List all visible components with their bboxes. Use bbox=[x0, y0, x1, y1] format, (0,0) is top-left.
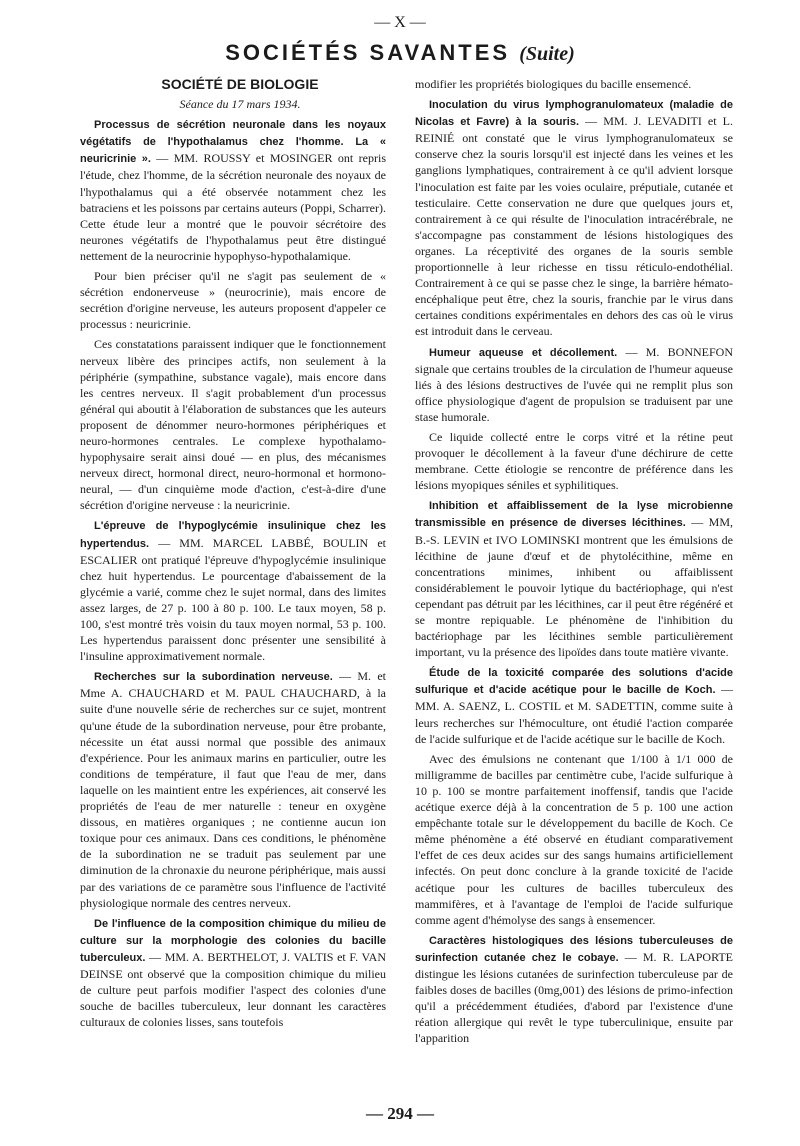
left-column bbox=[80, 76, 386, 1034]
article-body: — MM, B.-S. LEVIN et IVO LOMINSKI montrent que les émulsions de lécithine de jaune d'œuf et de phytolécithine, même en concentrations minimes, inhibent ou affaiblissent considérablement le pouvoir lytique du bactériophage, qui n'est cependant pas détruit par les lécithines, car il peut être régénéré et se montre repiquable. Le phénomène de l'inhibition du bactériophage par les lécithines semble particulièrement important, vu la présence des lipoïdes dans toute matière vivante. bbox=[415, 515, 734, 660]
article-paragraph bbox=[415, 497, 733, 660]
section-banner bbox=[0, 40, 800, 66]
article-paragraph bbox=[415, 932, 733, 1047]
article-paragraph bbox=[415, 664, 733, 746]
article-body: — MM. ROUSSY et MOSINGER ont repris l'étude, chez l'homme, de la sécrétion neuronale des noyaux de l'hypothalamus qui a été observée notamment chez les batraciens et les poissons par certains auteurs (Poppi, Scharrer). Cette étude leur a montré que le pouvoir sécrétoire des neurones végétatifs de l'hypothalamus peut être distingué nettement de la neurocrinie hypophyso-hypothalamique. bbox=[80, 151, 386, 263]
article-body: — M. et Mme A. CHAUCHARD et M. PAUL CHAUCHARD, à la suite d'une nouvelle série de recherches sur ce sujet, montrent qu'une étude de la subordination nerveuse, pour être probante, nécessite un état aussi normal que possible des animaux d'expérience. Pour les animaux marins en particulier, outre les conditions de température, il faut que l'eau de mer, dans laquelle on les maintient entre les expériences, ait conservé les propriétés de l'eau de mer naturelle : teneur en oxygène dissous, en matières organiques ; ne contienne aucun ion toxique pour ces animaux. Dans ces conditions, le phénomène de la subordination ne se traduit pas seulement par une diminution de la chronaxie du neurone périphérique, mais aussi par des variations de ce paramètre sous l'influence de l'activité physiologique normale des centres nerveux. bbox=[80, 669, 386, 910]
article-paragraph bbox=[415, 96, 733, 339]
article-heading: Caractères histologiques des lésions tuberculeuses de surinfection cutanée chez le cobaye. bbox=[415, 934, 733, 964]
article-paragraph bbox=[415, 344, 733, 425]
article-heading: Inoculation du virus lymphogranulomateux (maladie de Nicolas et Favre) à la souris. bbox=[415, 99, 733, 129]
article-body: — MM. J. LEVADITI et L. REINIÉ ont constaté que le virus lymphogranulomateux se conserve chez la souris lorsqu'il est injecté dans les veines et les ganglions lymphatiques, contrairement à ce qu'il advient lorsque l'inoculation est faite par les voies oculaire, préputiale, cutanée et testiculaire. Cette conservation ne dure que quelques jours et, contrairement à ce qui résulte de l'inoculation intracérébrale, ne s'accompagne pas constamment de lésions histologiques des organes. La réceptivité des organes de la souris semble proportionnelle à leur richesse en tissu réticulo-endothélial. Contrairement à ce qui se passe chez le singe, la barrière hémato-encéphalique peut être, chez la souris, franchie par le virus dans certaines conditions expérimentales en dehors des cas où le virus est introduit dans le cerveau. bbox=[415, 114, 733, 339]
article-body: — M. R. LAPORTE distingue les lésions cutanées de surinfection tuberculeuse par de faibles doses de bacilles (0mg,001) des lésions de primo-infection qu'il a précédemment étudiées, d'abord par l'existence d'une réation allergique qui revêt le type tuberculinique, ensuite par l'apparition bbox=[415, 949, 734, 1046]
article-heading: Humeur aqueuse et décollement. bbox=[429, 346, 618, 359]
article-continuation: modifier les propriétés biologiques du bacille ensemencé. bbox=[415, 77, 692, 91]
article-body: — MM. A. BERTHELOT, J. VALTIS et F. VAN DEINSE ont observé que la composition chimique du milieu de culture peut parfois modifier l'aspect des colonies d'une souche de bacilles tuberculeux, leur donnant les caractères culturaux de colonies lisses, sans toutefois bbox=[80, 949, 386, 1030]
article-paragraph: Pour bien préciser qu'il ne s'agit pas seulement de « sécrétion endonerveuse » (neurocrinie), mais encore de secrétion d'origine nerveuse, les auteurs proposent d'appeler ce processus : neuricrinie. bbox=[80, 269, 386, 332]
session-date: Séance du 17 mars 1934. bbox=[179, 97, 301, 112]
article-paragraph bbox=[80, 517, 386, 664]
society-title: SOCIÉTÉ DE BIOLOGIE bbox=[161, 76, 319, 92]
article-body: — MM. MARCEL LABBÉ, BOULIN et ESCALIER ont pratiqué l'épreuve d'hypoglycémie insulinique chez huit hypertendus. Le pourcentage d'abaissement de la glycémie a varié, comme chez le sujet normal, dans des limites assez larges, de 27 p. 100 à 80 p. 100. Le taux moyen, 58 p. 100, s'est montré très voisin du taux moyen normal, 53 p. 100. Les hypertendus paraissent donc présenter une sensibilité à l'insuline approximativement normale. bbox=[80, 535, 386, 664]
page-number: — 294 — bbox=[366, 1104, 434, 1123]
roman-page-marker: — X — bbox=[374, 14, 426, 31]
section-suite: (Suite) bbox=[519, 43, 575, 65]
article-heading: Processus de sécrétion neuronale dans les noyaux végétatifs de l'hypothalamus chez l'homme. La « neuricrinie ». bbox=[80, 119, 386, 166]
article-paragraph bbox=[80, 116, 386, 264]
article-paragraph bbox=[80, 915, 386, 1031]
article-heading: Étude de la toxicité comparée des solutions d'acide sulfurique et d'acide acétique pour le bacille de Koch. bbox=[415, 667, 733, 697]
article-heading: Recherches sur la subordination nerveuse. bbox=[94, 671, 333, 684]
article-body: — MM. A. SAENZ, L. COSTIL et M. SADETTIN, comme suite à leurs recherches sur l'hémoculture, ont étudié l'action comparée de l'acide sulfurique et de l'acide acétique sur le bacille de Koch. bbox=[415, 682, 733, 746]
article-body: — M. BONNEFON signale que certains troubles de la circulation de l'humeur aqueuse liés à des lésions destructives de l'uvée qui ne remplit plus son office physiologique d'agent de propulsion se traduisent par une stase humorale. bbox=[415, 344, 733, 424]
article-heading: Inhibition et affaiblissement de la lyse microbienne transmissible en présence de diverses lécithines. bbox=[415, 500, 733, 530]
article-paragraph: Avec des émulsions ne contenant que 1/100 à 1/1 000 de milligramme de bacilles par centimètre cube, l'acide sulfurique à 10 p. 100 se montre parfaitement inoffensif, tandis que l'acide acétique exerce déjà à la concentration de 5 p. 100 une action empêchante totale sur le développement du bacille de Koch. Ce même phénomène a été observé en étudiant comparativement l'effet de ces deux acides sur des sangs humains artificiellement infectés. On peut donc conclure à la grande toxicité de l'acide acétique pour les cultures de bacilles tuberculeux des mammifères, et à l'avantage de l'emploi de l'acide sulfurique comme agent d'hémolyse des sangs à ensemencer. bbox=[415, 751, 733, 927]
right-column bbox=[415, 76, 733, 1050]
article-paragraph bbox=[80, 668, 386, 910]
article-paragraph: Ce liquide collecté entre le corps vitré et la rétine peut provoquer le décollement à la faveur d'une déchirure de cette membrane. Cette étiologie se rencontre de préférence dans les lésions myopiques séniles et syphilitiques. bbox=[415, 429, 733, 493]
article-heading: L'épreuve de l'hypoglycémie insulinique chez les hypertendus. bbox=[80, 520, 386, 550]
article-paragraph: Ces constatations paraissent indiquer que le fonctionnement nerveux libère des principes actifs, non seulement à la périphérie (sympathine, substance vagale), mais encore dans les centres nerveux. Il s'agit probablement d'un processus général qui aboutit à l'élaboration de substances que les auteurs proposent de dénommer neuro-hormones périphériques et neuro-hormones centrales. Le complexe hypothalamo-hypophysaire serait ainsi doué — en plus, des mécanismes nerveux direct, hormonal direct, neuro-hormonal et hormono-neural, — d'un cinquième mode d'action, c'est-à-dire d'une sécrétion d'origine nerveuse : la neuricrinie. bbox=[80, 337, 386, 513]
article-heading: De l'influence de la composition chimique du milieu de culture sur la morphologie des colonies du bacille tuberculeux. bbox=[80, 917, 386, 964]
section-title: SOCIÉTÉS SAVANTES bbox=[225, 40, 511, 65]
